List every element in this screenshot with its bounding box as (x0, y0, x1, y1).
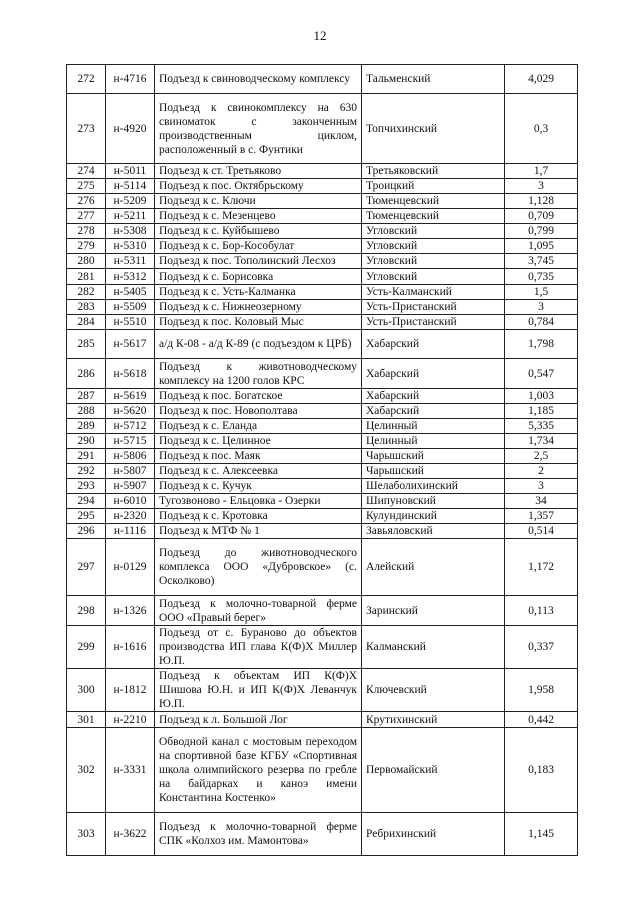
road-code: н-5209 (106, 194, 155, 209)
district-name: Угловский (362, 224, 505, 239)
road-code: н-5712 (106, 419, 155, 434)
table-row (67, 539, 578, 596)
road-code: н-1812 (106, 669, 155, 712)
road-code: н-2320 (106, 509, 155, 524)
road-code: н-1616 (106, 626, 155, 669)
district-name: Третьяковский (362, 164, 505, 179)
road-name: Подъезд к с. Куйбышево (155, 224, 362, 239)
row-number: 301 (67, 712, 106, 728)
road-length: 3 (505, 300, 578, 315)
district-name: Хабарский (362, 389, 505, 404)
road-length: 3,745 (505, 254, 578, 269)
row-number: 274 (67, 164, 106, 179)
district-name: Угловский (362, 269, 505, 285)
road-length: 0,442 (505, 712, 578, 728)
table-row (67, 434, 578, 449)
row-number: 282 (67, 285, 106, 300)
row-number: 275 (67, 179, 106, 194)
table-row (67, 524, 578, 539)
road-code: н-5618 (106, 359, 155, 389)
road-length: 0,337 (505, 626, 578, 669)
road-name: Подъезд к с. Алексеевка (155, 464, 362, 479)
road-name: Подъезд к свинокомплексу на 630 свиноматок с законченным производственным циклом, расположенный в с. Фунтики (155, 94, 362, 164)
district-name: Хабарский (362, 404, 505, 419)
road-name: Подъезд к молочно-товарной ферме ООО «Правый берег» (155, 596, 362, 626)
row-number: 300 (67, 669, 106, 712)
table-row (67, 269, 578, 285)
road-code: н-1326 (106, 596, 155, 626)
road-code: н-5312 (106, 269, 155, 285)
road-code: н-6010 (106, 494, 155, 509)
table-row (67, 359, 578, 389)
road-code: н-5620 (106, 404, 155, 419)
district-name: Угловский (362, 239, 505, 254)
road-length: 1,003 (505, 389, 578, 404)
table-row (67, 315, 578, 330)
roads-table (66, 64, 578, 856)
table-row (67, 194, 578, 209)
road-code: н-5619 (106, 389, 155, 404)
roads-table-body (67, 65, 578, 856)
road-length: 1,357 (505, 509, 578, 524)
district-name: Усть-Пристанский (362, 300, 505, 315)
row-number: 294 (67, 494, 106, 509)
table-row (67, 669, 578, 712)
district-name: Целинный (362, 434, 505, 449)
road-length: 0,799 (505, 224, 578, 239)
road-name: Подъезд к животноводческому комплексу на 1200 голов КРС (155, 359, 362, 389)
row-number: 283 (67, 300, 106, 315)
road-length: 1,734 (505, 434, 578, 449)
table-row (67, 389, 578, 404)
row-number: 286 (67, 359, 106, 389)
table-row (67, 728, 578, 813)
road-name: Подъезд к с. Целинное (155, 434, 362, 449)
table-row (67, 404, 578, 419)
road-length: 1,185 (505, 404, 578, 419)
road-name: Подъезд к с. Кучук (155, 479, 362, 494)
district-name: Шипуновский (362, 494, 505, 509)
district-name: Троицкий (362, 179, 505, 194)
road-name: Подъезд к пос. Коловый Мыс (155, 315, 362, 330)
table-row (67, 209, 578, 224)
road-name: Подъезд к молочно-товарной ферме СПК «Колхоз им. Мамонтова» (155, 813, 362, 856)
district-name: Завьяловский (362, 524, 505, 539)
road-length: 0,3 (505, 94, 578, 164)
road-name: Подъезд к л. Большой Лог (155, 712, 362, 728)
road-code: н-0129 (106, 539, 155, 596)
road-length: 34 (505, 494, 578, 509)
road-code: н-5510 (106, 315, 155, 330)
road-code: н-4920 (106, 94, 155, 164)
road-name: Подъезд к с. Борисовка (155, 269, 362, 285)
road-name: Подъезд к с. Кротовка (155, 509, 362, 524)
road-length: 0,709 (505, 209, 578, 224)
road-code: н-4716 (106, 65, 155, 94)
table-row (67, 419, 578, 434)
row-number: 299 (67, 626, 106, 669)
road-name: Подъезд к пос. Тополинский Лесхоз (155, 254, 362, 269)
row-number: 272 (67, 65, 106, 94)
row-number: 291 (67, 449, 106, 464)
table-row (67, 224, 578, 239)
road-length: 3 (505, 179, 578, 194)
row-number: 279 (67, 239, 106, 254)
road-length: 0,735 (505, 269, 578, 285)
row-number: 276 (67, 194, 106, 209)
road-name: Подъезд от с. Бураново до объектов производства ИП глава К(Ф)Х Миллер Ю.П. (155, 626, 362, 669)
district-name: Хабарский (362, 330, 505, 359)
road-length: 1,128 (505, 194, 578, 209)
table-row (67, 596, 578, 626)
table-row (67, 239, 578, 254)
road-name: Подъезд к пос. Октябрьскому (155, 179, 362, 194)
road-code: н-5311 (106, 254, 155, 269)
table-row (67, 164, 578, 179)
road-code: н-5807 (106, 464, 155, 479)
table-row (67, 285, 578, 300)
row-number: 298 (67, 596, 106, 626)
table-row (67, 94, 578, 164)
table-row (67, 626, 578, 669)
district-name: Шелаболихинский (362, 479, 505, 494)
row-number: 296 (67, 524, 106, 539)
district-name: Кулундинский (362, 509, 505, 524)
row-number: 302 (67, 728, 106, 813)
road-code: н-3622 (106, 813, 155, 856)
road-length: 0,113 (505, 596, 578, 626)
district-name: Усть-Пристанский (362, 315, 505, 330)
road-name: а/д К-08 - а/д К-89 (с подъездом к ЦРБ) (155, 330, 362, 359)
road-name: Подъезд к пос. Новополтава (155, 404, 362, 419)
table-row (67, 179, 578, 194)
district-name: Крутихинский (362, 712, 505, 728)
table-row (67, 494, 578, 509)
district-name: Чарышский (362, 449, 505, 464)
road-name: Подъезд к с. Еланда (155, 419, 362, 434)
table-row (67, 330, 578, 359)
road-code: н-5806 (106, 449, 155, 464)
road-length: 0,183 (505, 728, 578, 813)
district-name: Усть-Калманский (362, 285, 505, 300)
table-row (67, 464, 578, 479)
road-code: н-1116 (106, 524, 155, 539)
row-number: 280 (67, 254, 106, 269)
road-name: Подъезд к с. Бор-Кособулат (155, 239, 362, 254)
road-length: 0,784 (505, 315, 578, 330)
road-code: н-5907 (106, 479, 155, 494)
row-number: 297 (67, 539, 106, 596)
row-number: 278 (67, 224, 106, 239)
district-name: Ребрихинский (362, 813, 505, 856)
district-name: Угловский (362, 254, 505, 269)
page-number: 12 (313, 28, 327, 43)
road-length: 4,029 (505, 65, 578, 94)
district-name: Чарышский (362, 464, 505, 479)
row-number: 290 (67, 434, 106, 449)
table-row (67, 65, 578, 94)
road-code: н-5114 (106, 179, 155, 194)
road-code: н-5509 (106, 300, 155, 315)
road-code: н-2210 (106, 712, 155, 728)
district-name: Целинный (362, 419, 505, 434)
road-name: Подъезд к пос. Богатское (155, 389, 362, 404)
road-length: 1,145 (505, 813, 578, 856)
road-name: Подъезд к свиноводческому комплексу (155, 65, 362, 94)
table-row (67, 300, 578, 315)
road-code: н-5308 (106, 224, 155, 239)
district-name: Топчихинский (362, 94, 505, 164)
road-code: н-5011 (106, 164, 155, 179)
road-length: 1,5 (505, 285, 578, 300)
table-row (67, 479, 578, 494)
road-length: 3 (505, 479, 578, 494)
row-number: 303 (67, 813, 106, 856)
road-code: н-5211 (106, 209, 155, 224)
district-name: Хабарский (362, 359, 505, 389)
table-row (67, 813, 578, 856)
road-length: 1,095 (505, 239, 578, 254)
road-name: Обводной канал с мостовым переходом на спортивной базе КГБУ «Спортивная школа олимпийского резерва по гребле на байдарках и каноэ имени Константина Костенко» (155, 728, 362, 813)
row-number: 273 (67, 94, 106, 164)
road-code: н-5405 (106, 285, 155, 300)
district-name: Тальменский (362, 65, 505, 94)
road-name: Подъезд к объектам ИП К(Ф)Х Шишова Ю.Н. и ИП К(Ф)Х Леванчук Ю.П. (155, 669, 362, 712)
district-name: Первомайский (362, 728, 505, 813)
row-number: 285 (67, 330, 106, 359)
district-name: Ключевский (362, 669, 505, 712)
table-row (67, 254, 578, 269)
row-number: 292 (67, 464, 106, 479)
road-code: н-5715 (106, 434, 155, 449)
road-name: Подъезд до животноводческого комплекса ООО «Дубровское» (с. Осколково) (155, 539, 362, 596)
table-row (67, 449, 578, 464)
road-name: Подъезд к с. Мезенцево (155, 209, 362, 224)
row-number: 277 (67, 209, 106, 224)
road-name: Подъезд к пос. Маяк (155, 449, 362, 464)
district-name: Тюменцевский (362, 194, 505, 209)
road-code: н-3331 (106, 728, 155, 813)
district-name: Калманский (362, 626, 505, 669)
road-code: н-5617 (106, 330, 155, 359)
road-name: Подъезд к МТФ № 1 (155, 524, 362, 539)
road-length: 2,5 (505, 449, 578, 464)
district-name: Тюменцевский (362, 209, 505, 224)
district-name: Алейский (362, 539, 505, 596)
road-name: Подъезд к с. Ключи (155, 194, 362, 209)
row-number: 287 (67, 389, 106, 404)
row-number: 281 (67, 269, 106, 285)
road-length: 1,798 (505, 330, 578, 359)
road-length: 2 (505, 464, 578, 479)
road-length: 1,172 (505, 539, 578, 596)
row-number: 293 (67, 479, 106, 494)
road-length: 1,958 (505, 669, 578, 712)
road-length: 1,7 (505, 164, 578, 179)
road-name: Тугозвоново - Ельцовка - Озерки (155, 494, 362, 509)
row-number: 289 (67, 419, 106, 434)
road-length: 0,547 (505, 359, 578, 389)
road-name: Подъезд к ст. Третьяково (155, 164, 362, 179)
row-number: 284 (67, 315, 106, 330)
row-number: 295 (67, 509, 106, 524)
road-code: н-5310 (106, 239, 155, 254)
road-name: Подъезд к с. Нижнеозерному (155, 300, 362, 315)
road-length: 0,514 (505, 524, 578, 539)
table-row (67, 509, 578, 524)
road-length: 5,335 (505, 419, 578, 434)
district-name: Заринский (362, 596, 505, 626)
road-name: Подъезд к с. Усть-Калманка (155, 285, 362, 300)
row-number: 288 (67, 404, 106, 419)
table-row (67, 712, 578, 728)
